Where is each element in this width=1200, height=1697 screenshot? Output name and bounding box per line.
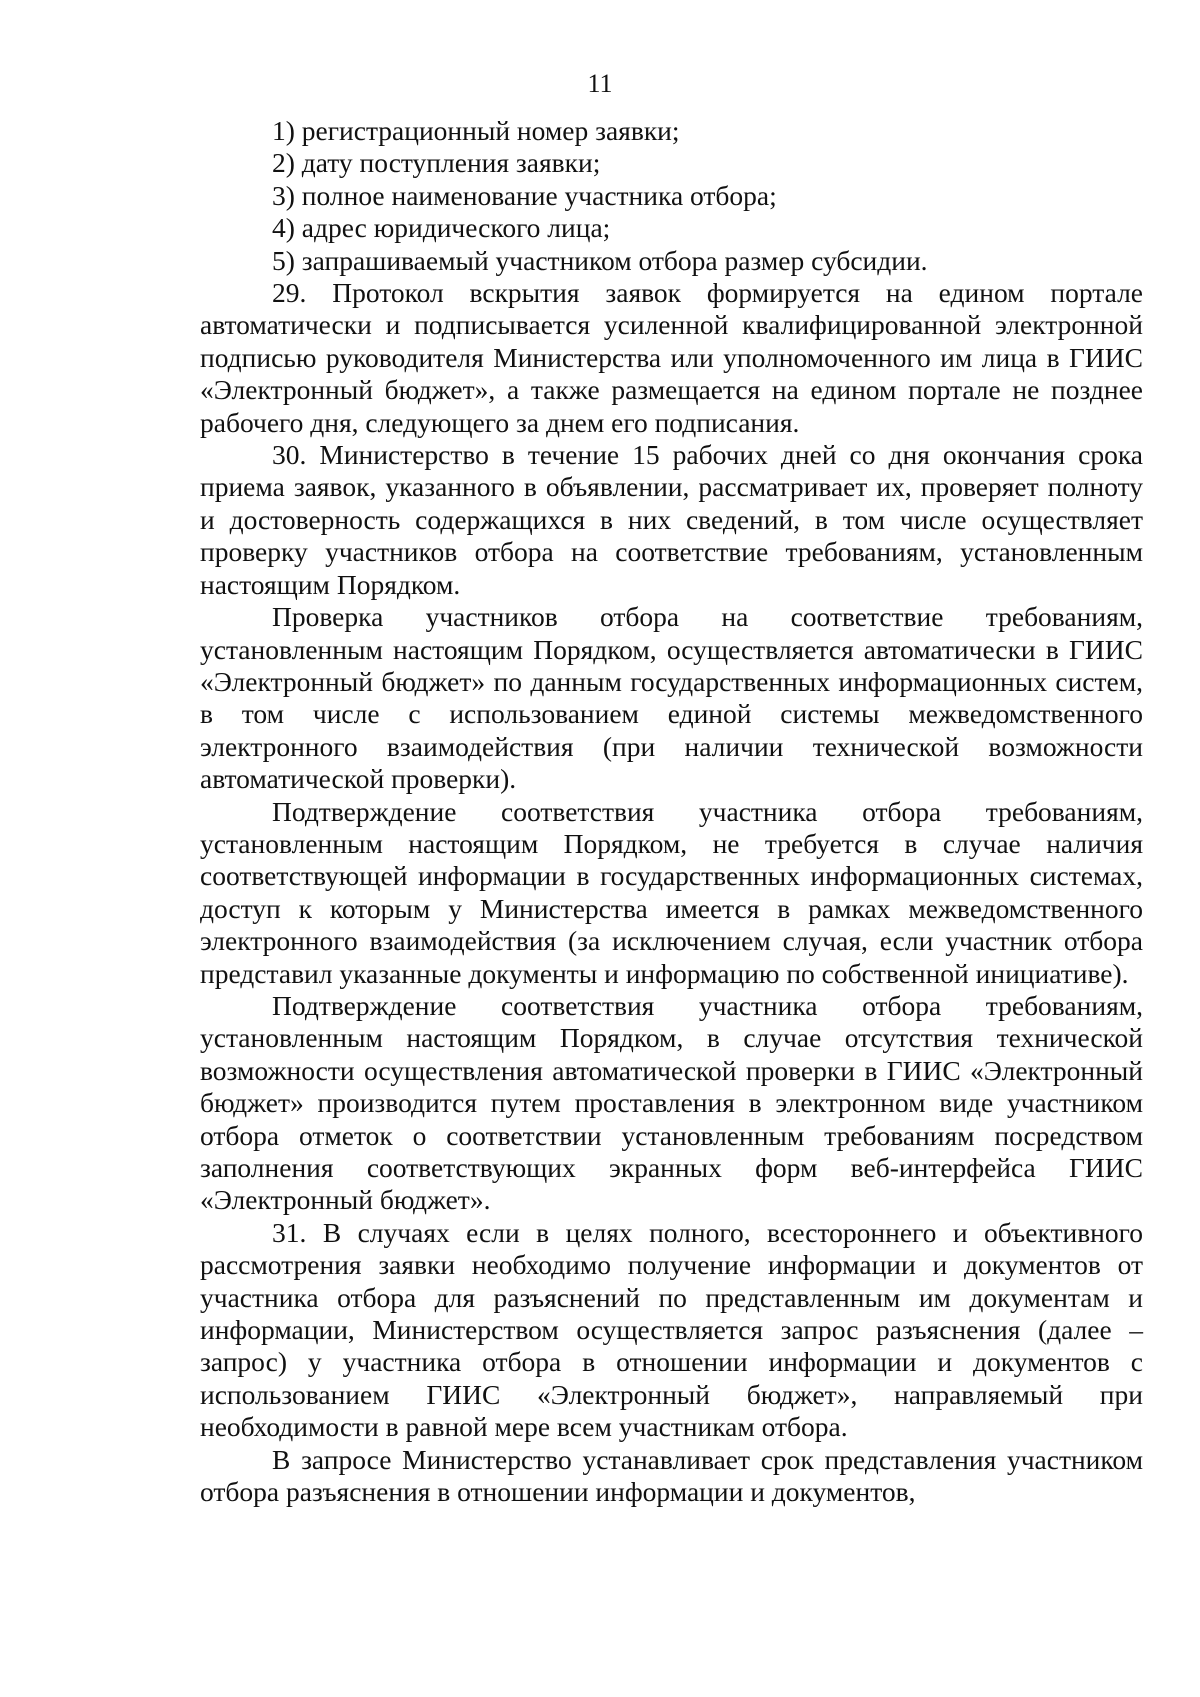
paragraph-31-request-deadline: В запросе Министерство устанавливает срок представления участником отбора разъяснения в отношении информации и документов, (200, 1443, 1143, 1508)
paragraph-29: 29. Протокол вскрытия заявок формируется на едином портале автоматически и подписывается усиленной квалифицированной электронной подписью руководителя Министерства или уполномоченного им лица в ГИИС «Электронный бюджет», а также размещается на едином портале не позднее рабочего дня, следующего за днем его подписания. (200, 277, 1143, 438)
paragraph-30-verification: Проверка участников отбора на соответствие требованиям, установленным настоящим Порядком, осуществляется автоматически в ГИИС «Электронный бюджет» по данным государственных информационных систем, в том числе с использованием единой системы межведомственного электронного взаимодействия (при наличии технической возможности автоматической проверки). (200, 601, 1143, 795)
list-item-4: 4) адрес юридического лица; (272, 212, 611, 244)
document-body (200, 115, 1143, 1508)
list-item-2: 2) дату поступления заявки; (272, 147, 601, 179)
list-item-1: 1) регистрационный номер заявки; (272, 115, 680, 146)
paragraph-30-confirmation-not-required: Подтверждение соответствия участника отбора требованиям, установленным настоящим Порядком, не требуется в случае наличия соответствующей информации в государственных информационных системах, доступ к которым у Министерства имеется в рамках межведомственного электронного взаимодействия (за исключением случая, если участник отбора представил указанные документы и информацию по собственной инициативе). (200, 795, 1143, 989)
paragraph-31: 31. В случаях если в целях полного, всестороннего и объективного рассмотрения заявки необходимо получение информации и документов от участника отбора для разъяснений по представленным им документам и информации, Министерством осуществляется запрос разъяснения (далее – запрос) у участника отбора в отношении информации и документов с использованием ГИИС «Электронный бюджет», направляемый при необходимости в равной мере всем участникам отбора. (200, 1216, 1143, 1443)
paragraph-30-confirmation-manual: Подтверждение соответствия участника отбора требованиям, установленным настоящим Порядком, в случае отсутствия технической возможности осуществления автоматической проверки в ГИИС «Электронный бюджет» производится путем проставления в электронном виде участником отбора отметок о соответствии установленным требованиям посредством заполнения соответствующих экранных форм веб-интерфейса ГИИС «Электронный бюджет». (200, 989, 1143, 1216)
list-item-3: 3) полное наименование участника отбора; (272, 179, 777, 211)
paragraph-30: 30. Министерство в течение 15 рабочих дней со дня окончания срока приема заявок, указанного в объявлении, рассматривает их, проверяет полноту и достоверность содержащихся в них сведений, в том числе осуществляет проверку участников отбора на соответствие требованиям, установленным настоящим Порядком. (200, 439, 1143, 600)
list-item-5: 5) запрашиваемый участником отбора размер субсидии. (272, 244, 928, 276)
page-number: 11 (587, 69, 613, 98)
